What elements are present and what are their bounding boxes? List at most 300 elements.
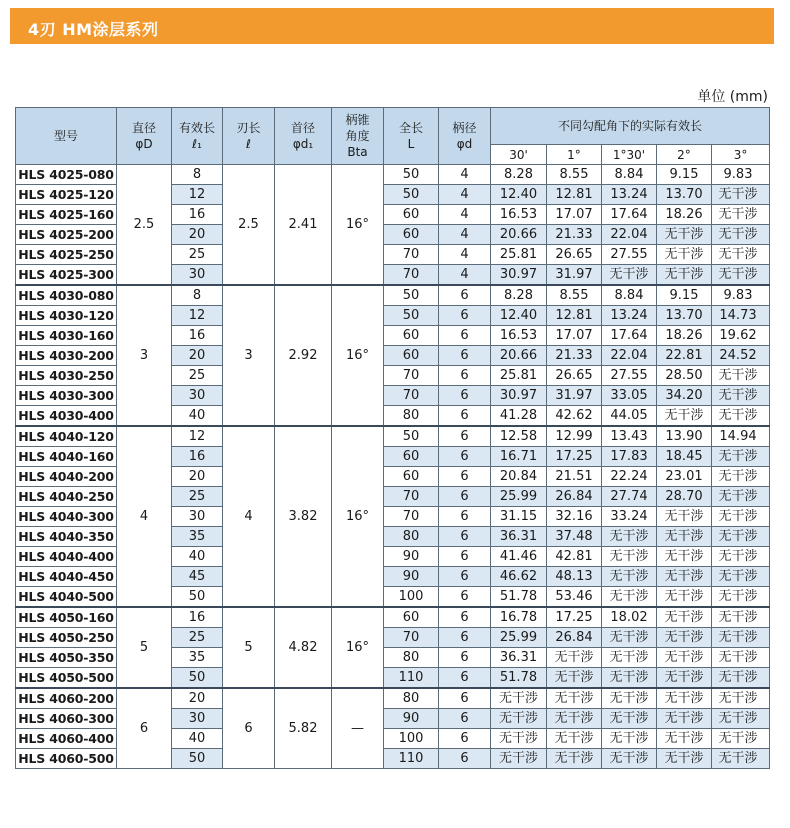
effective-length-cell: 40 [172, 406, 223, 427]
total-length-cell: 70 [384, 245, 439, 265]
effective-length-angle-3-cell: 无干涉 [657, 648, 712, 668]
effective-length-angle-3-cell: 无干涉 [657, 507, 712, 527]
effective-length-angle-0-cell: 12.58 [491, 426, 547, 447]
effective-length-angle-3-cell: 28.50 [657, 366, 712, 386]
table-header [16, 108, 770, 165]
effective-length-angle-4-cell: 19.62 [712, 326, 770, 346]
model-cell: HLS 4060-300 [16, 709, 117, 729]
shank-diameter-cell: 6 [439, 749, 491, 769]
effective-length-angle-3-cell: 13.70 [657, 185, 712, 205]
header-blade [223, 108, 275, 165]
effective-length-cell: 50 [172, 668, 223, 689]
shank-diameter-cell: 6 [439, 648, 491, 668]
effective-length-angle-1-cell: 无干涉 [547, 648, 602, 668]
shank-diameter-cell: 6 [439, 306, 491, 326]
total-length-cell: 70 [384, 386, 439, 406]
effective-length-angle-4-cell: 无干涉 [712, 366, 770, 386]
effective-length-angle-3-cell: 无干涉 [657, 607, 712, 628]
total-length-cell: 60 [384, 447, 439, 467]
effective-length-angle-2-cell: 18.02 [602, 607, 657, 628]
effective-length-angle-3-cell: 13.90 [657, 426, 712, 447]
effective-length-angle-2-cell: 无干涉 [602, 265, 657, 286]
blade-length-cell: 2.5 [223, 165, 275, 286]
effective-length-angle-0-cell: 25.99 [491, 628, 547, 648]
effective-length-angle-1-cell: 17.25 [547, 447, 602, 467]
model-cell: HLS 4025-300 [16, 265, 117, 286]
table-row [16, 285, 770, 306]
effective-length-angle-1-cell: 53.46 [547, 587, 602, 608]
effective-length-angle-2-cell: 无干涉 [602, 668, 657, 689]
effective-length-cell: 12 [172, 185, 223, 205]
model-cell: HLS 4025-250 [16, 245, 117, 265]
effective-length-angle-3-cell: 无干涉 [657, 225, 712, 245]
effective-length-cell: 16 [172, 205, 223, 225]
effective-length-angle-0-cell: 20.66 [491, 346, 547, 366]
diameter-cell: 5 [117, 607, 172, 688]
effective-length-angle-0-cell: 无干涉 [491, 729, 547, 749]
effective-length-cell: 50 [172, 587, 223, 608]
header-neck-symbol: φd₁ [292, 137, 314, 151]
effective-length-cell: 20 [172, 225, 223, 245]
effective-length-angle-2-cell: 无干涉 [602, 547, 657, 567]
effective-length-angle-2-cell: 44.05 [602, 406, 657, 427]
effective-length-angle-0-cell: 25.81 [491, 366, 547, 386]
shank-diameter-cell: 6 [439, 547, 491, 567]
effective-length-angle-2-cell: 无干涉 [602, 688, 657, 709]
effective-length-angle-4-cell: 无干涉 [712, 467, 770, 487]
effective-length-angle-1-cell: 26.84 [547, 628, 602, 648]
effective-length-cell: 25 [172, 628, 223, 648]
effective-length-angle-3-cell: 34.20 [657, 386, 712, 406]
total-length-cell: 50 [384, 165, 439, 185]
header-blade-label: 刃长 [236, 121, 261, 135]
header-model [16, 108, 117, 165]
effective-length-angle-4-cell: 无干涉 [712, 245, 770, 265]
header-shank-symbol: φd [456, 137, 473, 151]
total-length-cell: 70 [384, 265, 439, 286]
taper-angle-cell: 16° [332, 426, 384, 607]
shank-diameter-cell: 6 [439, 426, 491, 447]
header-total-symbol: L [407, 137, 415, 151]
model-cell: HLS 4040-120 [16, 426, 117, 447]
effective-length-angle-0-cell: 8.28 [491, 165, 547, 185]
model-cell: HLS 4040-450 [16, 567, 117, 587]
diameter-cell: 2.5 [117, 165, 172, 286]
effective-length-angle-1-cell: 无干涉 [547, 729, 602, 749]
effective-length-angle-3-cell: 18.26 [657, 326, 712, 346]
total-length-cell: 60 [384, 326, 439, 346]
effective-length-angle-2-cell: 无干涉 [602, 587, 657, 608]
effective-length-angle-3-cell: 22.81 [657, 346, 712, 366]
total-length-cell: 70 [384, 507, 439, 527]
effective-length-angle-3-cell: 无干涉 [657, 628, 712, 648]
shank-diameter-cell: 6 [439, 668, 491, 689]
effective-length-cell: 8 [172, 165, 223, 185]
total-length-cell: 70 [384, 366, 439, 386]
total-length-cell: 80 [384, 688, 439, 709]
shank-diameter-cell: 6 [439, 285, 491, 306]
effective-length-angle-4-cell: 无干涉 [712, 587, 770, 608]
effective-length-angle-2-cell: 无干涉 [602, 648, 657, 668]
effective-length-angle-1-cell: 17.25 [547, 607, 602, 628]
shank-diameter-cell: 6 [439, 386, 491, 406]
effective-length-angle-1-cell: 12.99 [547, 426, 602, 447]
total-length-cell: 60 [384, 607, 439, 628]
total-length-cell: 80 [384, 406, 439, 427]
table-row [16, 165, 770, 185]
model-cell: HLS 4040-200 [16, 467, 117, 487]
effective-length-angle-2-cell: 13.24 [602, 185, 657, 205]
shank-diameter-cell: 4 [439, 185, 491, 205]
effective-length-angle-0-cell: 31.15 [491, 507, 547, 527]
effective-length-angle-2-cell: 33.24 [602, 507, 657, 527]
effective-length-angle-2-cell: 13.43 [602, 426, 657, 447]
effective-length-cell: 12 [172, 426, 223, 447]
effective-length-angle-2-cell: 22.24 [602, 467, 657, 487]
diameter-cell: 4 [117, 426, 172, 607]
effective-length-angle-3-cell: 无干涉 [657, 729, 712, 749]
effective-length-angle-4-cell: 无干涉 [712, 406, 770, 427]
effective-length-angle-0-cell: 12.40 [491, 185, 547, 205]
model-cell: HLS 4040-160 [16, 447, 117, 467]
effective-length-cell: 30 [172, 265, 223, 286]
effective-length-cell: 25 [172, 366, 223, 386]
effective-length-angle-1-cell: 42.81 [547, 547, 602, 567]
header-taper-label-2: 角度 [345, 129, 370, 143]
effective-length-angle-4-cell: 14.73 [712, 306, 770, 326]
effective-length-angle-4-cell: 无干涉 [712, 567, 770, 587]
effective-length-angle-1-cell: 8.55 [547, 165, 602, 185]
effective-length-angle-1-cell: 31.97 [547, 386, 602, 406]
effective-length-angle-4-cell: 无干涉 [712, 225, 770, 245]
header-diameter-symbol: φD [135, 137, 153, 151]
effective-length-angle-3-cell: 18.26 [657, 205, 712, 225]
effective-length-angle-0-cell: 46.62 [491, 567, 547, 587]
model-cell: HLS 4040-250 [16, 487, 117, 507]
effective-length-angle-3-cell: 无干涉 [657, 749, 712, 769]
effective-length-angle-2-cell: 无干涉 [602, 709, 657, 729]
effective-length-angle-2-cell: 无干涉 [602, 527, 657, 547]
effective-length-angle-1-cell: 无干涉 [547, 749, 602, 769]
effective-length-cell: 16 [172, 447, 223, 467]
model-cell: HLS 4040-500 [16, 587, 117, 608]
effective-length-angle-4-cell: 无干涉 [712, 547, 770, 567]
effective-length-angle-1-cell: 21.51 [547, 467, 602, 487]
effective-length-cell: 40 [172, 547, 223, 567]
effective-length-angle-0-cell: 30.97 [491, 265, 547, 286]
total-length-cell: 50 [384, 426, 439, 447]
model-cell: HLS 4025-080 [16, 165, 117, 185]
shank-diameter-cell: 6 [439, 587, 491, 608]
header-taper [332, 108, 384, 165]
header-blade-symbol: ℓ [246, 137, 251, 151]
shank-diameter-cell: 4 [439, 265, 491, 286]
header-diameter-label: 直径 [131, 121, 156, 135]
blade-length-cell: 4 [223, 426, 275, 607]
taper-angle-cell: — [332, 688, 384, 769]
effective-length-angle-4-cell: 9.83 [712, 285, 770, 306]
shank-diameter-cell: 6 [439, 447, 491, 467]
effective-length-angle-0-cell: 12.40 [491, 306, 547, 326]
total-length-cell: 80 [384, 648, 439, 668]
effective-length-cell: 20 [172, 467, 223, 487]
taper-angle-cell: 16° [332, 165, 384, 286]
effective-length-angle-2-cell: 22.04 [602, 346, 657, 366]
shank-diameter-cell: 6 [439, 346, 491, 366]
model-cell: HLS 4030-400 [16, 406, 117, 427]
model-cell: HLS 4030-300 [16, 386, 117, 406]
header-shank-label: 柄径 [452, 121, 477, 135]
header-taper-label-1: 柄锥 [345, 113, 370, 127]
header-total-label: 全长 [398, 121, 423, 135]
header-angle-30min: 30' [491, 145, 547, 165]
total-length-cell: 70 [384, 487, 439, 507]
table-body [16, 165, 770, 769]
effective-length-angle-0-cell: 20.84 [491, 467, 547, 487]
effective-length-angle-3-cell: 9.15 [657, 285, 712, 306]
total-length-cell: 50 [384, 185, 439, 205]
shank-diameter-cell: 6 [439, 467, 491, 487]
effective-length-angle-2-cell: 无干涉 [602, 628, 657, 648]
effective-length-angle-1-cell: 无干涉 [547, 688, 602, 709]
model-cell: HLS 4050-250 [16, 628, 117, 648]
effective-length-angle-0-cell: 16.78 [491, 607, 547, 628]
effective-length-cell: 16 [172, 607, 223, 628]
effective-length-angle-3-cell: 无干涉 [657, 688, 712, 709]
model-cell: HLS 4030-250 [16, 366, 117, 386]
effective-length-angle-1-cell: 无干涉 [547, 668, 602, 689]
effective-length-angle-0-cell: 51.78 [491, 587, 547, 608]
effective-length-angle-3-cell: 28.70 [657, 487, 712, 507]
total-length-cell: 90 [384, 567, 439, 587]
effective-length-angle-0-cell: 16.71 [491, 447, 547, 467]
model-cell: HLS 4040-300 [16, 507, 117, 527]
shank-diameter-cell: 6 [439, 507, 491, 527]
header-taper-symbol: Bta [347, 145, 368, 159]
header-effective [172, 108, 223, 165]
diameter-cell: 3 [117, 285, 172, 426]
total-length-cell: 70 [384, 628, 439, 648]
section-title: 4刃 HM涂层系列 [28, 20, 159, 39]
section-title-bar [10, 8, 774, 44]
model-cell: HLS 4060-400 [16, 729, 117, 749]
neck-diameter-cell: 3.82 [275, 426, 332, 607]
effective-length-angle-0-cell: 20.66 [491, 225, 547, 245]
model-cell: HLS 4030-080 [16, 285, 117, 306]
effective-length-angle-3-cell: 无干涉 [657, 709, 712, 729]
effective-length-cell: 30 [172, 507, 223, 527]
effective-length-angle-1-cell: 21.33 [547, 346, 602, 366]
total-length-cell: 80 [384, 527, 439, 547]
total-length-cell: 60 [384, 205, 439, 225]
total-length-cell: 60 [384, 467, 439, 487]
effective-length-angle-3-cell: 18.45 [657, 447, 712, 467]
header-effective-label: 有效长 [178, 121, 215, 135]
total-length-cell: 50 [384, 306, 439, 326]
effective-length-angle-3-cell: 9.15 [657, 165, 712, 185]
effective-length-cell: 12 [172, 306, 223, 326]
effective-length-angle-4-cell: 无干涉 [712, 709, 770, 729]
neck-diameter-cell: 5.82 [275, 688, 332, 769]
model-cell: HLS 4025-200 [16, 225, 117, 245]
effective-length-angle-0-cell: 无干涉 [491, 688, 547, 709]
effective-length-angle-3-cell: 无干涉 [657, 668, 712, 689]
effective-length-angle-0-cell: 51.78 [491, 668, 547, 689]
effective-length-angle-2-cell: 8.84 [602, 165, 657, 185]
effective-length-angle-1-cell: 26.65 [547, 245, 602, 265]
blade-length-cell: 6 [223, 688, 275, 769]
header-diameter [117, 108, 172, 165]
effective-length-angle-4-cell: 无干涉 [712, 527, 770, 547]
table-row [16, 607, 770, 628]
diameter-cell: 6 [117, 688, 172, 769]
effective-length-angle-0-cell: 无干涉 [491, 749, 547, 769]
effective-length-angle-1-cell: 17.07 [547, 205, 602, 225]
effective-length-angle-4-cell: 无干涉 [712, 386, 770, 406]
effective-length-angle-1-cell: 21.33 [547, 225, 602, 245]
shank-diameter-cell: 6 [439, 729, 491, 749]
effective-length-angle-3-cell: 13.70 [657, 306, 712, 326]
effective-length-angle-1-cell: 8.55 [547, 285, 602, 306]
shank-diameter-cell: 6 [439, 607, 491, 628]
shank-diameter-cell: 4 [439, 245, 491, 265]
effective-length-angle-4-cell: 无干涉 [712, 628, 770, 648]
total-length-cell: 100 [384, 729, 439, 749]
effective-length-angle-4-cell: 无干涉 [712, 205, 770, 225]
effective-length-angle-0-cell: 41.46 [491, 547, 547, 567]
model-cell: HLS 4050-160 [16, 607, 117, 628]
model-cell: HLS 4040-400 [16, 547, 117, 567]
shank-diameter-cell: 6 [439, 709, 491, 729]
effective-length-angle-0-cell: 36.31 [491, 648, 547, 668]
effective-length-angle-1-cell: 无干涉 [547, 709, 602, 729]
effective-length-angle-4-cell: 无干涉 [712, 265, 770, 286]
effective-length-angle-3-cell: 23.01 [657, 467, 712, 487]
effective-length-angle-0-cell: 16.53 [491, 326, 547, 346]
header-total [384, 108, 439, 165]
header-angle-1deg: 1° [547, 145, 602, 165]
effective-length-cell: 20 [172, 688, 223, 709]
shank-diameter-cell: 6 [439, 688, 491, 709]
header-shank [439, 108, 491, 165]
effective-length-angle-1-cell: 12.81 [547, 306, 602, 326]
total-length-cell: 90 [384, 709, 439, 729]
effective-length-cell: 35 [172, 527, 223, 547]
effective-length-angle-2-cell: 13.24 [602, 306, 657, 326]
header-neck [275, 108, 332, 165]
effective-length-angle-2-cell: 27.55 [602, 245, 657, 265]
header-angles-title: 不同勾配角下的实际有效长 [491, 108, 770, 145]
effective-length-angle-2-cell: 无干涉 [602, 749, 657, 769]
model-cell: HLS 4025-160 [16, 205, 117, 225]
effective-length-angle-0-cell: 无干涉 [491, 709, 547, 729]
model-cell: HLS 4025-120 [16, 185, 117, 205]
effective-length-angle-3-cell: 无干涉 [657, 567, 712, 587]
shank-diameter-cell: 4 [439, 165, 491, 185]
effective-length-angle-1-cell: 26.65 [547, 366, 602, 386]
model-cell: HLS 4030-160 [16, 326, 117, 346]
effective-length-cell: 35 [172, 648, 223, 668]
effective-length-angle-2-cell: 无干涉 [602, 567, 657, 587]
effective-length-angle-4-cell: 无干涉 [712, 648, 770, 668]
effective-length-cell: 40 [172, 729, 223, 749]
shank-diameter-cell: 6 [439, 326, 491, 346]
header-angle-3deg: 3° [712, 145, 770, 165]
effective-length-angle-1-cell: 37.48 [547, 527, 602, 547]
effective-length-angle-0-cell: 25.81 [491, 245, 547, 265]
effective-length-angle-2-cell: 17.64 [602, 326, 657, 346]
shank-diameter-cell: 4 [439, 225, 491, 245]
header-neck-label: 首径 [290, 121, 315, 135]
table-row [16, 688, 770, 709]
effective-length-angle-3-cell: 无干涉 [657, 265, 712, 286]
effective-length-angle-2-cell: 22.04 [602, 225, 657, 245]
shank-diameter-cell: 6 [439, 366, 491, 386]
total-length-cell: 60 [384, 225, 439, 245]
effective-length-angle-0-cell: 30.97 [491, 386, 547, 406]
effective-length-cell: 8 [172, 285, 223, 306]
effective-length-cell: 20 [172, 346, 223, 366]
effective-length-angle-0-cell: 41.28 [491, 406, 547, 427]
effective-length-angle-4-cell: 14.94 [712, 426, 770, 447]
effective-length-angle-1-cell: 12.81 [547, 185, 602, 205]
total-length-cell: 60 [384, 346, 439, 366]
effective-length-cell: 25 [172, 487, 223, 507]
effective-length-cell: 50 [172, 749, 223, 769]
model-cell: HLS 4060-500 [16, 749, 117, 769]
model-cell: HLS 4050-350 [16, 648, 117, 668]
model-cell: HLS 4060-200 [16, 688, 117, 709]
effective-length-angle-2-cell: 17.83 [602, 447, 657, 467]
total-length-cell: 90 [384, 547, 439, 567]
effective-length-angle-4-cell: 无干涉 [712, 607, 770, 628]
total-length-cell: 50 [384, 285, 439, 306]
effective-length-angle-2-cell: 27.74 [602, 487, 657, 507]
effective-length-angle-3-cell: 无干涉 [657, 527, 712, 547]
effective-length-angle-2-cell: 8.84 [602, 285, 657, 306]
effective-length-angle-4-cell: 无干涉 [712, 749, 770, 769]
effective-length-angle-2-cell: 17.64 [602, 205, 657, 225]
neck-diameter-cell: 2.92 [275, 285, 332, 426]
model-cell: HLS 4030-120 [16, 306, 117, 326]
effective-length-angle-0-cell: 8.28 [491, 285, 547, 306]
effective-length-angle-3-cell: 无干涉 [657, 245, 712, 265]
effective-length-cell: 30 [172, 709, 223, 729]
effective-length-angle-1-cell: 31.97 [547, 265, 602, 286]
effective-length-angle-1-cell: 32.16 [547, 507, 602, 527]
effective-length-angle-1-cell: 17.07 [547, 326, 602, 346]
header-effective-symbol: ℓ₁ [192, 137, 202, 151]
effective-length-angle-3-cell: 无干涉 [657, 547, 712, 567]
effective-length-angle-2-cell: 无干涉 [602, 729, 657, 749]
neck-diameter-cell: 2.41 [275, 165, 332, 286]
effective-length-angle-1-cell: 48.13 [547, 567, 602, 587]
effective-length-cell: 16 [172, 326, 223, 346]
unit-label: 单位 (mm) [697, 89, 768, 105]
header-angle-1deg30: 1°30' [602, 145, 657, 165]
model-cell: HLS 4040-350 [16, 527, 117, 547]
effective-length-angle-2-cell: 27.55 [602, 366, 657, 386]
total-length-cell: 100 [384, 587, 439, 608]
effective-length-angle-4-cell: 无干涉 [712, 185, 770, 205]
effective-length-cell: 45 [172, 567, 223, 587]
shank-diameter-cell: 4 [439, 205, 491, 225]
total-length-cell: 110 [384, 749, 439, 769]
effective-length-angle-2-cell: 33.05 [602, 386, 657, 406]
header-model-label: 型号 [53, 129, 78, 143]
taper-angle-cell: 16° [332, 285, 384, 426]
model-cell: HLS 4030-200 [16, 346, 117, 366]
